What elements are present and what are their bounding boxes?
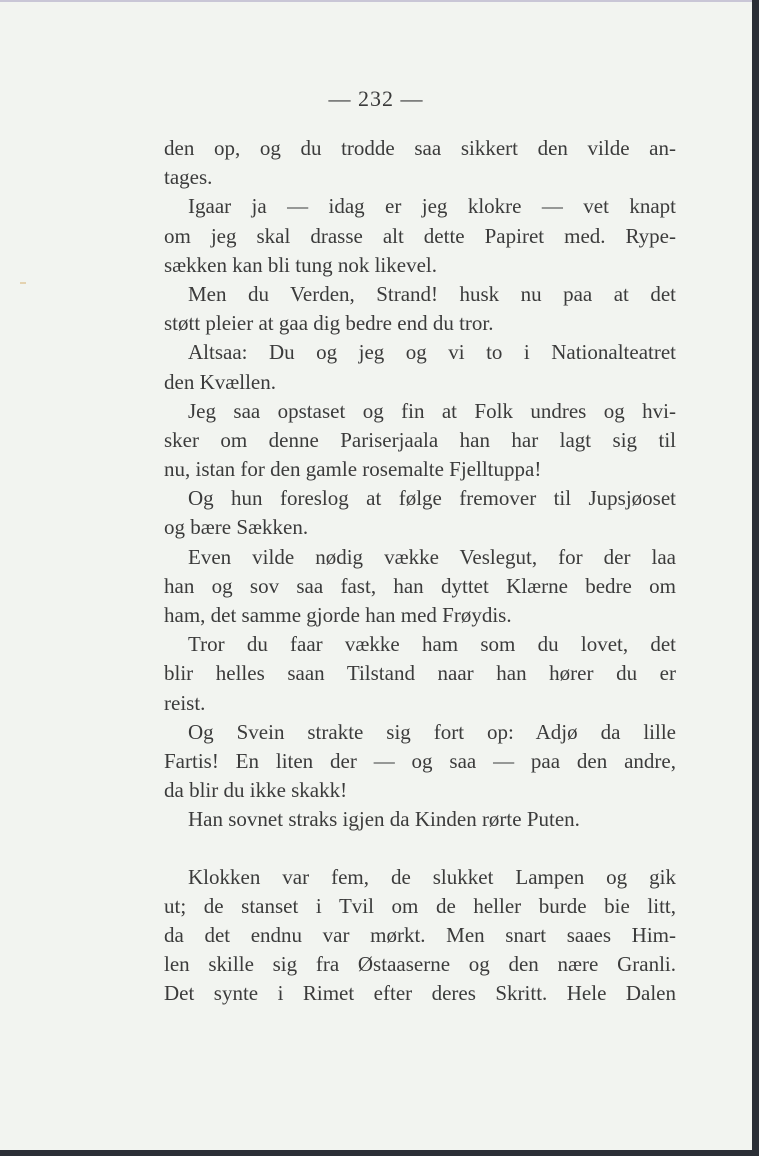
section-break (164, 835, 676, 863)
text-line: Og hun foreslog at følge fremover til Jupsjøoset (188, 486, 676, 511)
text-line: sækken kan bli tung nok likevel. (164, 252, 437, 277)
text-line: Men du Verden, Strand! husk nu paa at det (188, 281, 676, 306)
text-line: Jeg saa opstaset og fin at Folk undres og hvi- (188, 398, 676, 423)
text-line: og bære Sækken. (164, 515, 309, 540)
text-line: Han sovnet straks igjen da Kinden rørte Puten. (188, 807, 580, 832)
text-line: Fartis! En liten der — og saa — paa den andre, (164, 748, 676, 773)
text-line: len skille sig fra Østaaserne og den nære Granli. (164, 952, 676, 977)
text-line: støtt pleier at gaa dig bedre end du tror. (164, 311, 494, 336)
text-line: Altsaa: Du og jeg og vi to i Nationalteatret (188, 340, 676, 365)
text-line: tages. (164, 165, 213, 190)
text-line: Igaar ja — idag er jeg klokre — vet knapt (188, 194, 676, 219)
text-line: om jeg skal drasse alt dette Papiret med. Rype- (164, 223, 676, 248)
page-number: — 232 — (328, 86, 424, 111)
text-line: Og Svein strakte sig fort op: Adjø da lille (188, 719, 676, 744)
text-line: da blir du ikke skakk! (164, 778, 348, 803)
text-line: den op, og du trodde saa sikkert den vilde an- (164, 136, 676, 160)
text-line: Det synte i Rimet efter deres Skritt. Hele Dalen (164, 981, 676, 1006)
text-line: den Kvællen. (164, 369, 276, 394)
text-line: Klokken var fem, de slukket Lampen og gik (188, 864, 676, 889)
text-line: Even vilde nødig vække Veslegut, for der laa (188, 544, 676, 569)
text-line: blir helles saan Tilstand naar han hører du er (164, 661, 676, 686)
text-line: sker om denne Pariserjaala han har lagt sig til (164, 427, 676, 452)
text-line: nu, istan for den gamle rosemalte Fjelltuppa! (164, 457, 542, 482)
text-line: ut; de stanset i Tvil om de heller burde bie litt, (164, 893, 676, 918)
scan-mark (20, 282, 26, 284)
text-line: Tror du faar vække ham som du lovet, det (188, 632, 676, 657)
body-text (164, 134, 676, 1008)
text-line: reist. (164, 690, 206, 715)
text-line: han og sov saa fast, han dyttet Klærne bedre om (164, 573, 676, 598)
text-line: da det endnu var mørkt. Men snart saaes Him- (164, 922, 676, 947)
text-line: ham, det samme gjorde han med Frøydis. (164, 603, 512, 627)
